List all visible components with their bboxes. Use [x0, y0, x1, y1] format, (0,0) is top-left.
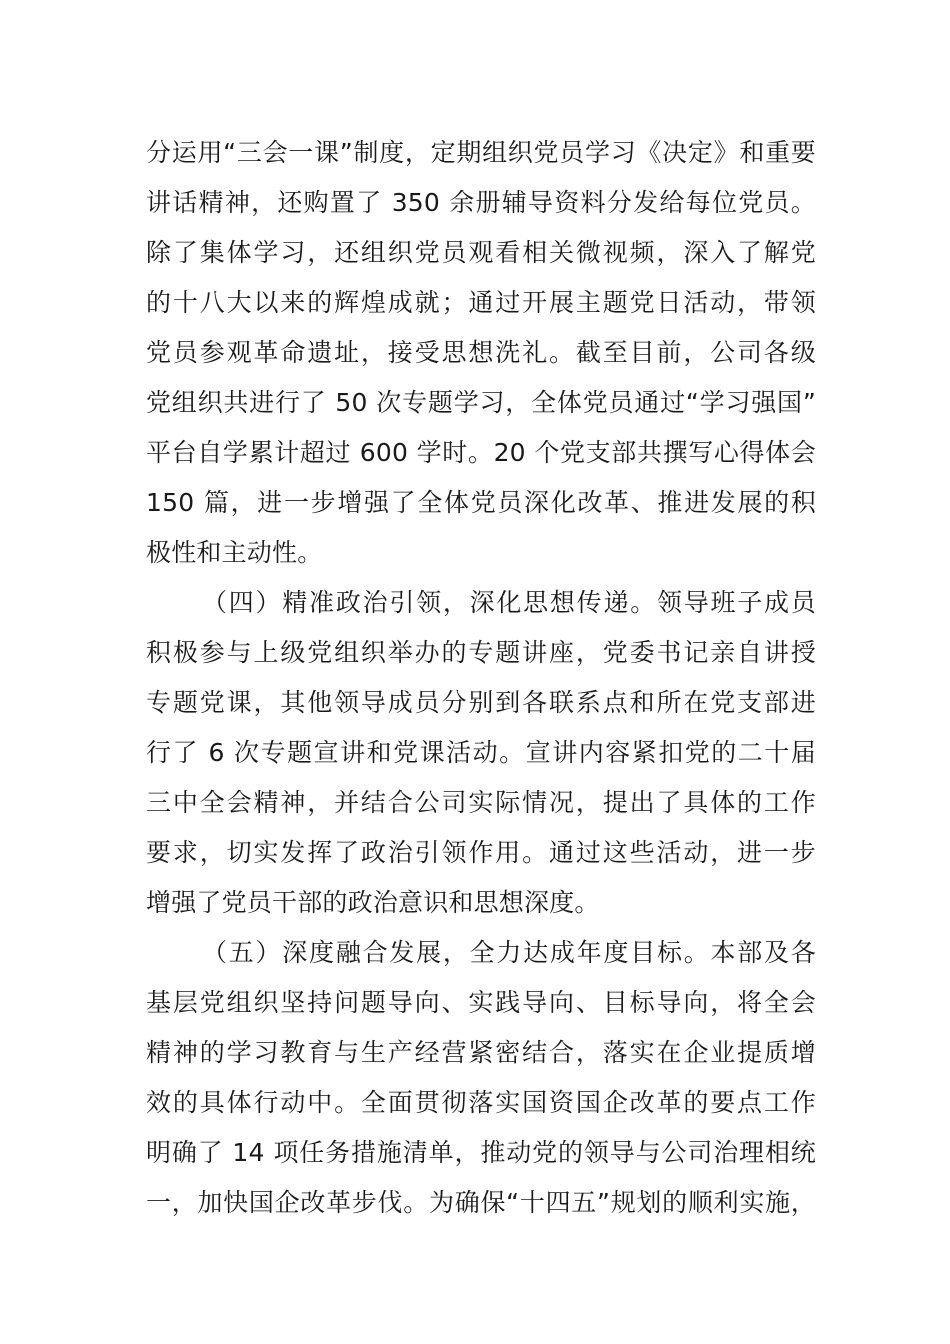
text-line: 要求，切实发挥了政治引领作用。通过这些活动，进一步 [146, 838, 816, 867]
text-line: 明确了 14 项任务措施清单，推动党的领导与公司治理相统 [146, 1138, 816, 1167]
text-line: 党组织共进行了 50 次专题学习，全体党员通过“学习强国” [146, 388, 816, 417]
text-line: 极性和主动性。 [146, 538, 323, 567]
text-line: 三中全会精神，并结合公司实际情况，提出了具体的工作 [146, 788, 816, 817]
section-heading-line: （四）精准政治引领，深化思想传递。领导班子成员 [202, 588, 816, 617]
text-line: 讲话精神，还购置了 350 余册辅导资料分发给每位党员。 [146, 188, 816, 217]
text-line: 行了 6 次专题宣讲和党课活动。宣讲内容紧扣党的二十届 [146, 738, 816, 767]
text-line: 增强了党员干部的政治意识和思想深度。 [146, 888, 600, 917]
text-line: 专题党课，其他领导成员分别到各联系点和所在党支部进 [146, 688, 816, 717]
text-line: 基层党组织坚持问题导向、实践导向、目标导向，将全会 [146, 988, 816, 1017]
section-heading-line: （五）深度融合发展，全力达成年度目标。本部及各 [202, 938, 816, 967]
text-line: 150 篇，进一步增强了全体党员深化改革、推进发展的积 [146, 488, 816, 517]
text-line: 分运用“三会一课”制度，定期组织党员学习《决定》和重要 [146, 138, 816, 167]
text-line: 精神的学习教育与生产经营紧密结合，落实在企业提质增 [146, 1038, 816, 1067]
text-line: 积极参与上级党组织举办的专题讲座，党委书记亲自讲授 [146, 638, 816, 667]
text-line: 平台自学累计超过 600 学时。20 个党支部共撰写心得体会 [146, 438, 816, 467]
text-line: 党员参观革命遗址，接受思想洗礼。截至目前，公司各级 [146, 338, 816, 367]
text-line: 效的具体行动中。全面贯彻落实国资国企改革的要点工作 [146, 1088, 816, 1117]
text-line: 一，加快国企改革步伐。为确保“十四五”规划的顺利实施， [146, 1188, 816, 1217]
text-line: 除了集体学习，还组织党员观看相关微视频，深入了解党 [146, 238, 816, 267]
text-line: 的十八大以来的辉煌成就；通过开展主题党日活动，带领 [146, 288, 816, 317]
document-body [146, 128, 816, 1228]
